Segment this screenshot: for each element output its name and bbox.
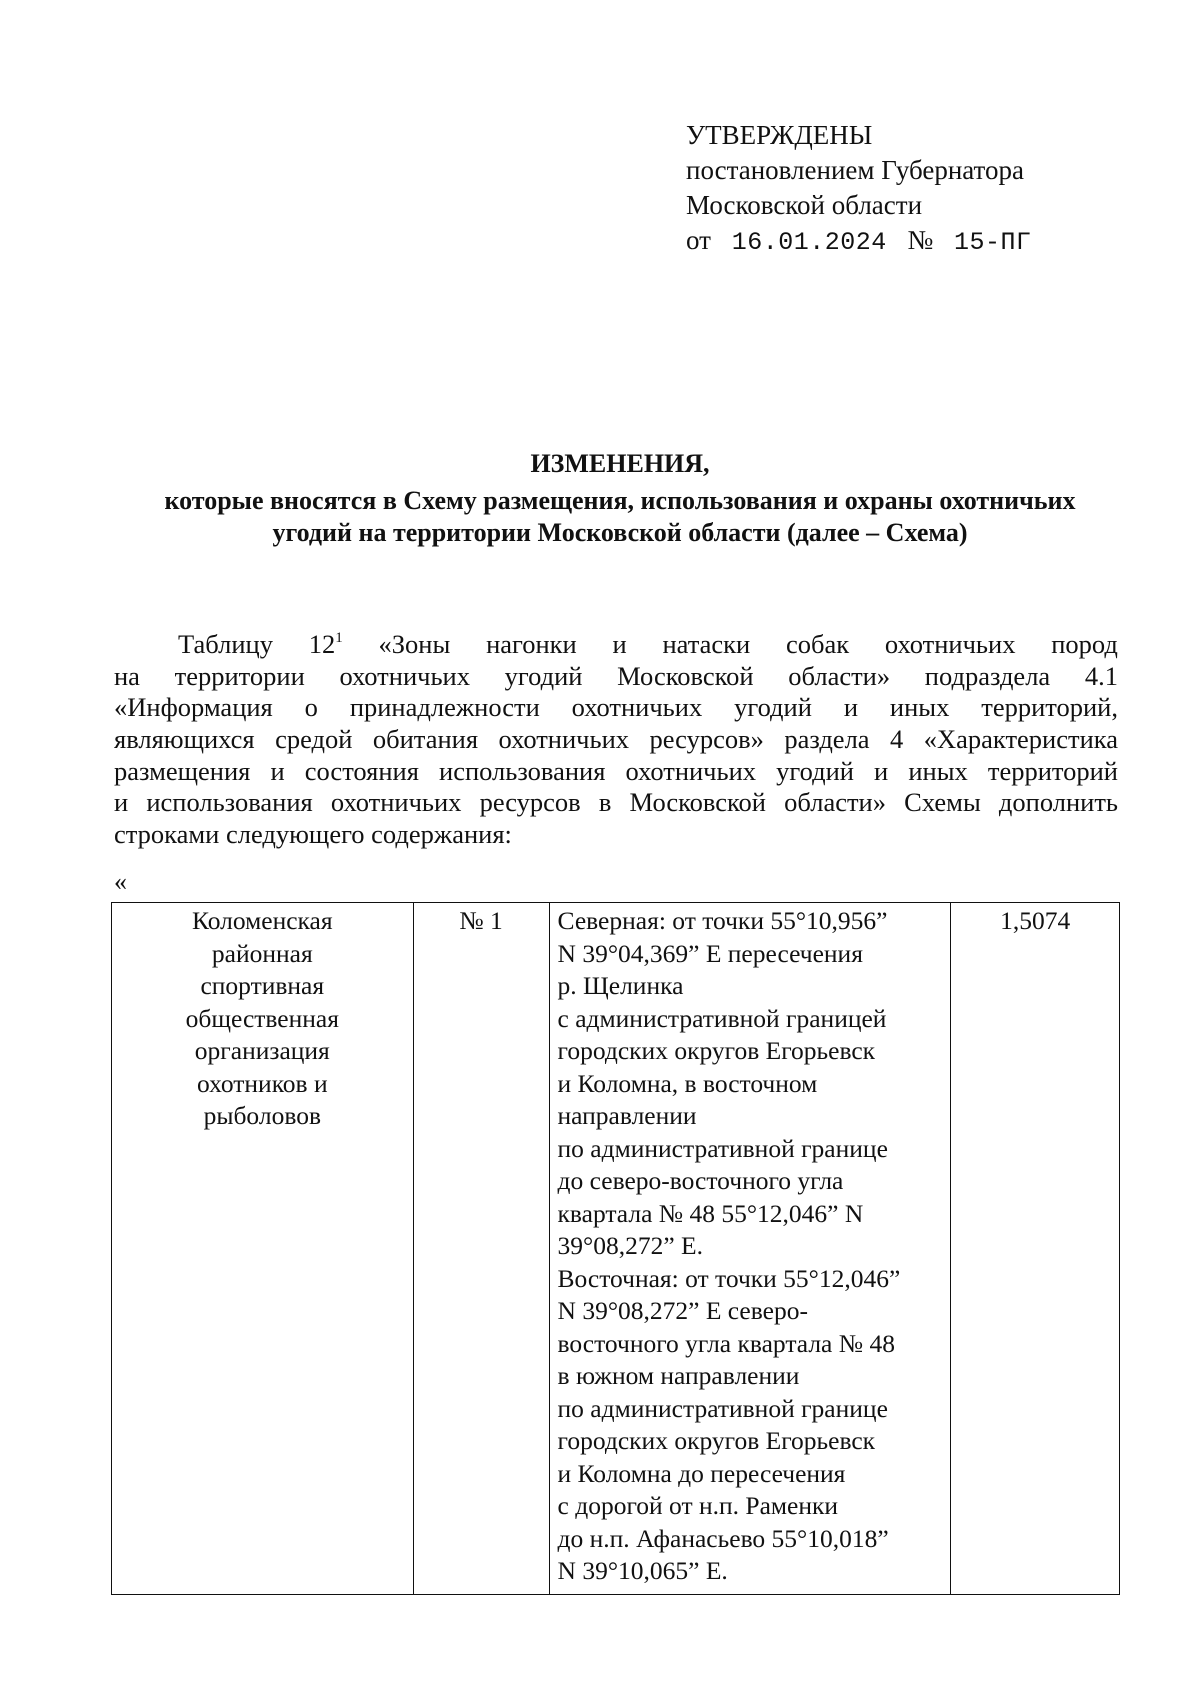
- organization-line: охотников и: [196, 1068, 328, 1098]
- boundary-line: р. Щелинка: [557, 971, 684, 1000]
- paragraph-line: строками следующего содержания:: [114, 819, 512, 850]
- approval-block: [686, 118, 1032, 260]
- paragraph-line-1: [114, 629, 1118, 661]
- document-subtitle-line2: угодий на территории Московской области (далее – Схема): [272, 518, 968, 547]
- organization-line: общественная: [185, 1003, 339, 1033]
- boundary-line: в южном направлении: [557, 1361, 800, 1390]
- paragraph-word: охотничьих: [884, 629, 1016, 659]
- paragraph-line: размещения и состояния использования охотничьих угодий и иных территорий: [114, 755, 1118, 786]
- boundary-line: с административной границей: [557, 1003, 887, 1033]
- boundary-line: квартала № 48 55°12,046” N: [557, 1198, 864, 1228]
- organization-cell: [112, 903, 414, 1595]
- approval-number: 15-ПГ: [954, 228, 1032, 257]
- paragraph-line: на территории охотничьих угодий Московской области» подраздела 4.1: [114, 660, 1118, 691]
- boundary-line: с дорогой от н.п. Раменки: [557, 1491, 839, 1520]
- boundary-line: N 39°08,272” E северо-: [557, 1296, 808, 1325]
- boundary-line: и Коломна, в восточном: [557, 1068, 818, 1098]
- boundary-line: направлении: [557, 1101, 697, 1130]
- amendment-paragraph: [114, 629, 1118, 851]
- paragraph-word: Таблицу: [178, 629, 273, 659]
- paragraph-line: «Информация о принадлежности охотничьих угодий и иных территорий,: [114, 692, 1118, 723]
- organization-line: спортивная: [200, 971, 325, 1000]
- boundary-line: N 39°04,369” E пересечения: [557, 938, 863, 968]
- document-subtitle-line1: которые вносятся в Схему размещения, использования и охраны охотничьих: [164, 486, 1076, 515]
- boundary-line: городских округов Егорьевск: [557, 1426, 876, 1455]
- approval-number-sign: №: [907, 225, 934, 255]
- boundary-line: по административной границе: [557, 1133, 888, 1163]
- approval-issuer: постановлением Губернатора: [686, 155, 1024, 185]
- paragraph-word: натаски: [662, 629, 751, 659]
- boundary-line: Восточная: от точки 55°12,046”: [557, 1263, 901, 1293]
- approval-date: 16.01.2024: [731, 228, 887, 257]
- organization-line: рыболовов: [203, 1101, 321, 1130]
- approval-date-prefix: от: [686, 225, 711, 255]
- zones-table: [111, 902, 1120, 1595]
- opening-quote: «: [114, 867, 127, 896]
- paragraph-line: являющихся средой обитания охотничьих ресурсов» раздела 4 «Характеристика: [114, 724, 1118, 755]
- paragraph-table-number: $12^1$: [308, 629, 343, 659]
- paragraph-word: «Зоны: [378, 629, 451, 659]
- boundary-line: по административной границе: [557, 1393, 888, 1423]
- boundary-line: N 39°10,065” E.: [557, 1556, 728, 1585]
- boundary-line: 39°08,272” E.: [557, 1231, 703, 1260]
- organization-line: районная: [211, 938, 313, 968]
- boundary-line: восточного угла квартала № 48: [557, 1328, 895, 1358]
- paragraph-word: нагонки: [486, 629, 577, 659]
- organization-line: Коломенская: [191, 906, 333, 935]
- boundary-line: Северная: от точки 55°10,956”: [557, 906, 888, 935]
- paragraph-word: собак: [786, 629, 850, 659]
- boundary-line: до н.п. Афанасьево 55°10,018”: [557, 1523, 889, 1553]
- superscript: 1: [335, 630, 343, 646]
- boundary-line: городских округов Егорьевск: [557, 1036, 876, 1065]
- area-cell: 1,5074: [951, 903, 1120, 1595]
- boundary-cell: [549, 903, 951, 1595]
- paragraph-word: и: [612, 629, 627, 659]
- zone-number-cell: № 1: [413, 903, 549, 1595]
- paragraph-line: и использования охотничьих ресурсов в Московской области» Схемы дополнить: [114, 787, 1118, 818]
- boundary-line: до северо-восточного угла: [557, 1166, 844, 1195]
- approval-title: УТВЕРЖДЕНЫ: [686, 120, 873, 150]
- paragraph-word: пород: [1051, 629, 1118, 659]
- table-row: [112, 903, 1120, 1595]
- approval-region: Московской области: [686, 190, 923, 220]
- document-title: ИЗМЕНЕНИЯ,: [530, 449, 710, 478]
- organization-line: организация: [194, 1036, 330, 1065]
- approval-date-line: [686, 223, 1032, 260]
- boundary-line: и Коломна до пересечения: [557, 1458, 846, 1488]
